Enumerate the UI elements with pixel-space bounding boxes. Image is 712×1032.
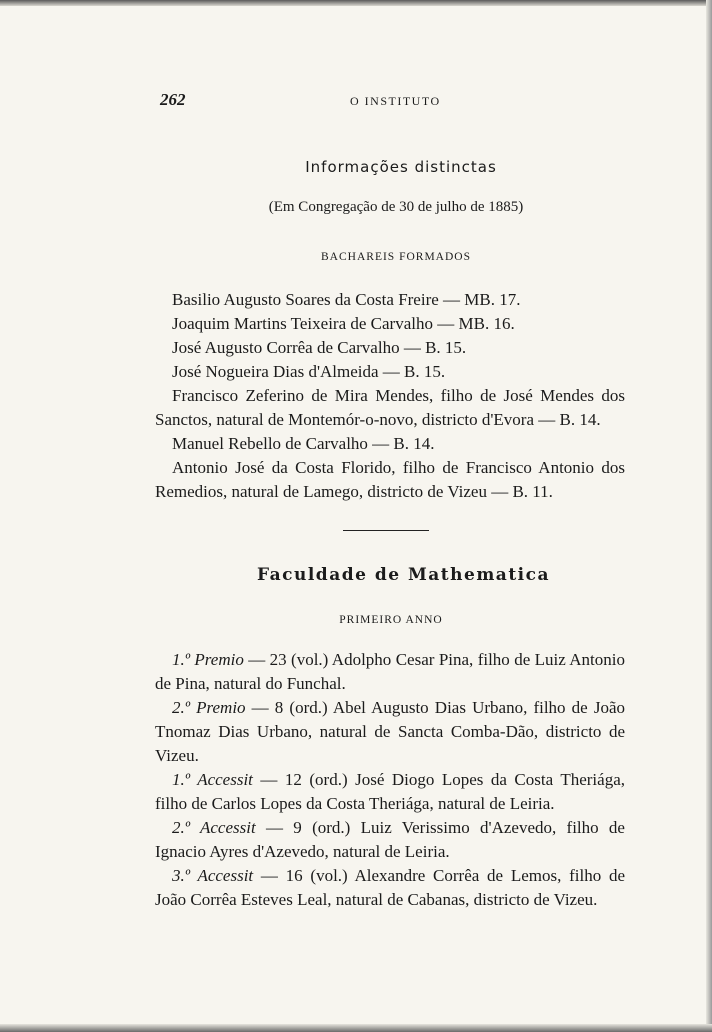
list-item: Basilio Augusto Soares da Costa Freire — MB. 17. bbox=[172, 290, 521, 309]
award-rank: 1.º Premio bbox=[172, 650, 244, 669]
page-edge-right bbox=[706, 0, 712, 1032]
award-item bbox=[155, 696, 625, 768]
list-item: José Augusto Corrêa de Carvalho — B. 15. bbox=[172, 338, 467, 357]
session-date: (Em Congregação de 30 de julho de 1885) bbox=[268, 199, 524, 215]
award-text: — 12 (ord.) José Diogo Lopes da Costa Theriága, filho de Carlos Lopes da Costa Theriága, natural de Leiria. bbox=[155, 770, 625, 813]
year-heading: PRIMEIRO ANNO bbox=[339, 614, 443, 626]
award-rank: 2.º Accessit bbox=[172, 818, 256, 837]
faculty-heading: Faculdade de Mathematica bbox=[256, 565, 550, 585]
list-item: Joaquim Martins Teixeira de Carvalho — MB. 16. bbox=[172, 314, 515, 333]
page-number: 262 bbox=[160, 90, 186, 109]
list-item: Antonio José da Costa Florido, filho de Francisco Antonio dos Remedios, natural de Lamego, districto de Vizeu — B. 11. bbox=[155, 458, 625, 501]
awards-list bbox=[155, 648, 625, 912]
page-edge-top bbox=[0, 0, 712, 6]
award-rank: 2.º Premio bbox=[172, 698, 246, 717]
bachareis-list bbox=[155, 288, 625, 504]
award-text: — 8 (ord.) Abel Augusto Dias Urbano, filho de João Tnomaz Dias Urbano, natural de Sancta Comba-Dão, districto de Vizeu. bbox=[155, 698, 625, 765]
bachareis-heading: BACHAREIS FORMADOS bbox=[321, 251, 471, 263]
section-title: Informações distinctas bbox=[305, 158, 497, 176]
page-edge-bottom bbox=[0, 1024, 712, 1032]
award-item bbox=[155, 648, 625, 696]
running-head bbox=[160, 90, 630, 114]
award-text: — 23 (vol.) Adolpho Cesar Pina, filho de Luiz Antonio de Pina, natural do Funchal. bbox=[155, 650, 625, 693]
award-rank: 1.º Accessit bbox=[172, 770, 253, 789]
list-item: José Nogueira Dias d'Almeida — B. 15. bbox=[172, 362, 446, 381]
list-item: Francisco Zeferino de Mira Mendes, filho de José Mendes dos Sanctos, natural de Montemór-o-novo, districto d'Evora — B. 14. bbox=[155, 386, 625, 429]
award-text: — 9 (ord.) Luiz Verissimo d'Azevedo, filho de Ignacio Ayres d'Azevedo, natural de Leiria. bbox=[155, 818, 625, 861]
award-item bbox=[155, 864, 625, 912]
award-item bbox=[155, 768, 625, 816]
journal-title: O INSTITUTO bbox=[350, 94, 441, 108]
list-item: Manuel Rebello de Carvalho — B. 14. bbox=[172, 434, 435, 453]
award-rank: 3.º Accessit bbox=[172, 866, 254, 885]
award-text: — 16 (vol.) Alexandre Corrêa de Lemos, filho de João Corrêa Esteves Leal, natural de Cabanas, districto de Vizeu. bbox=[155, 866, 626, 909]
award-item bbox=[155, 816, 625, 864]
section-divider bbox=[343, 530, 429, 531]
